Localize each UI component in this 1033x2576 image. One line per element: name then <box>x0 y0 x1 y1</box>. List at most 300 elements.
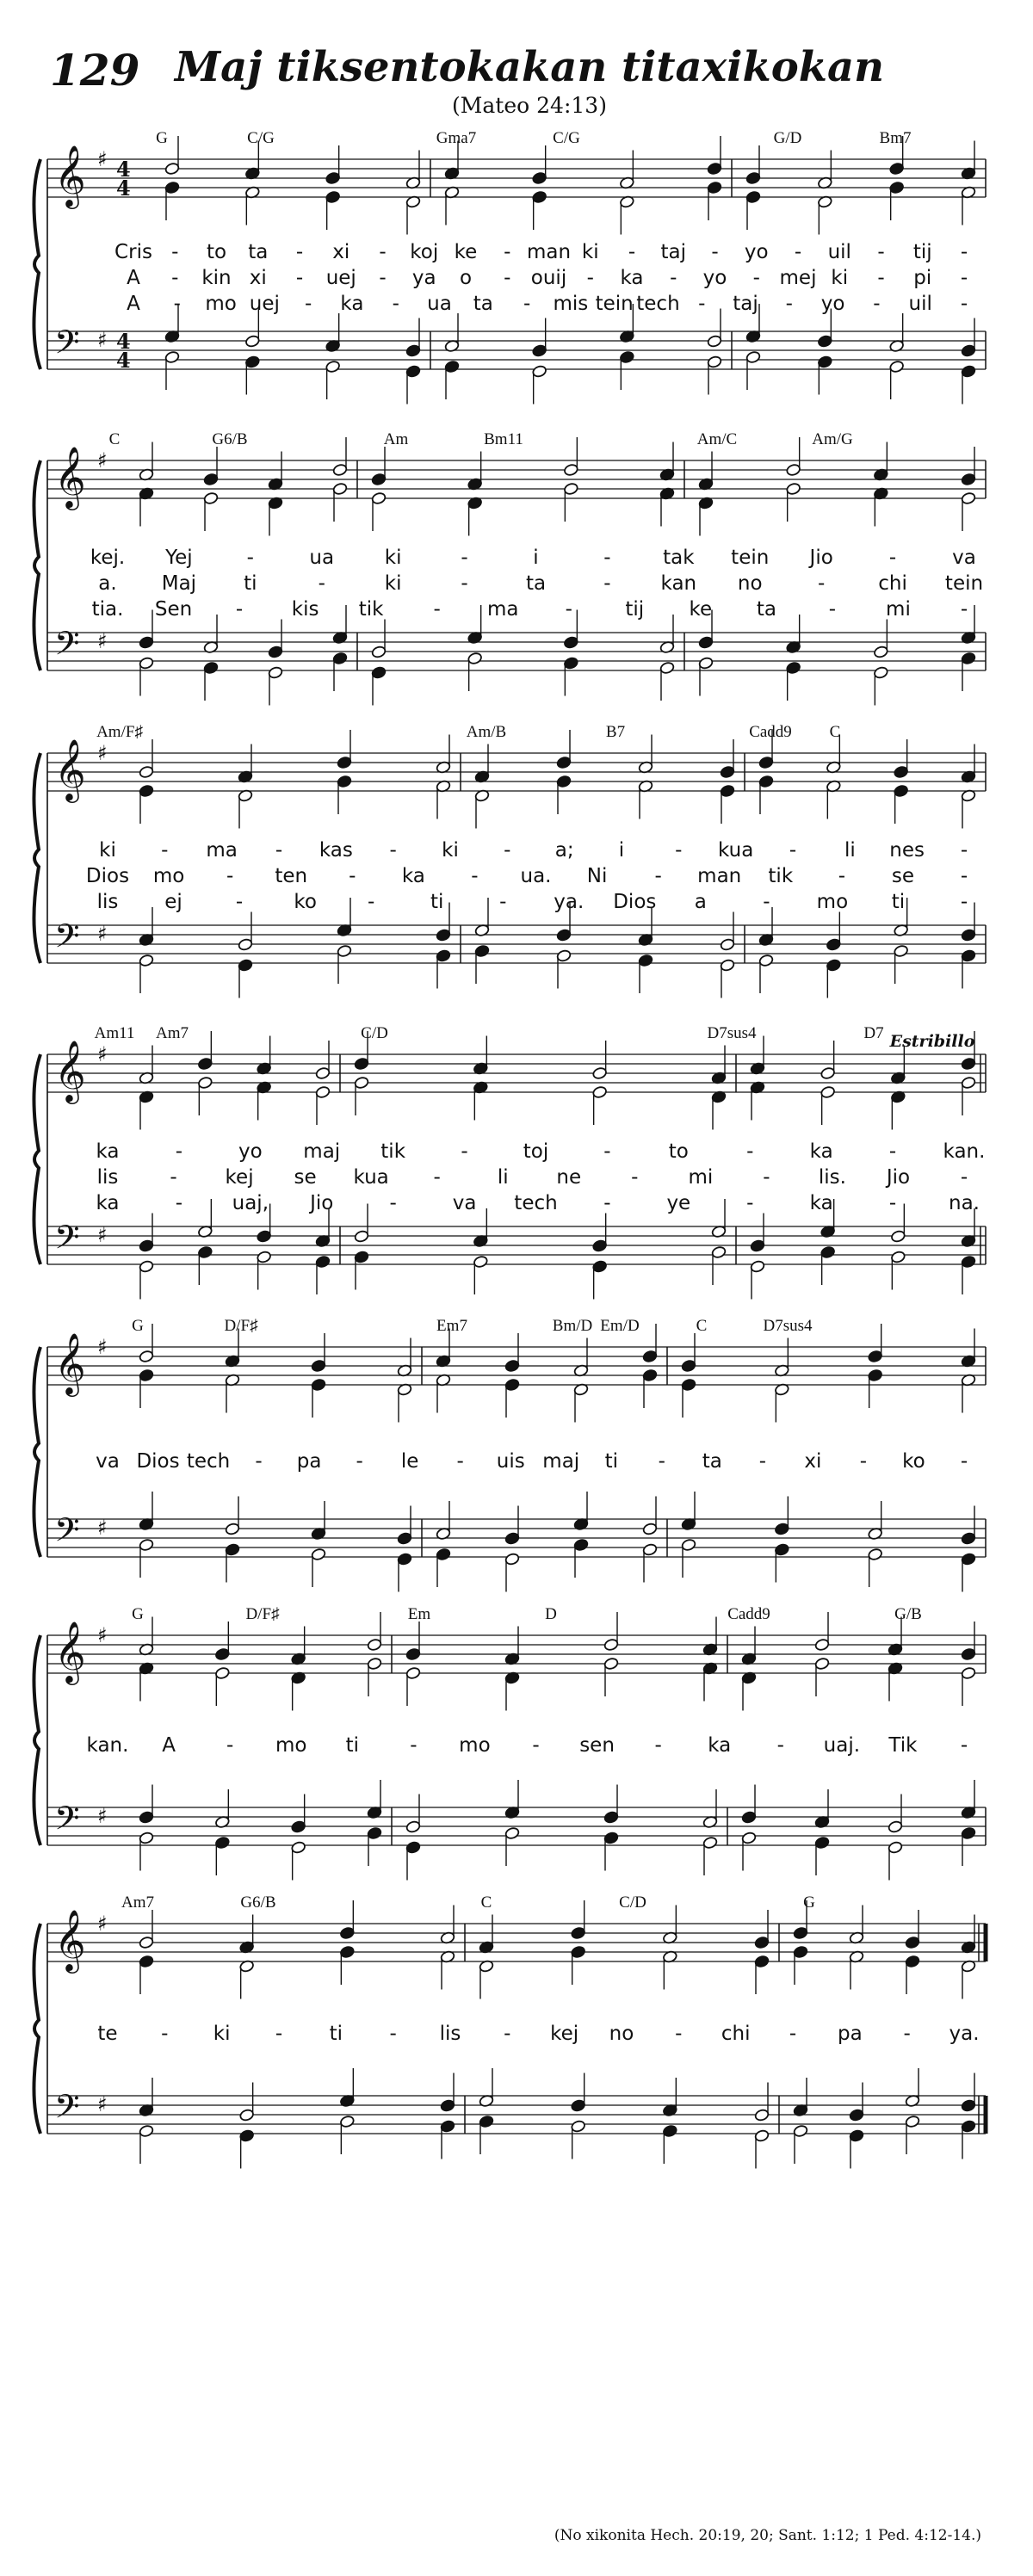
treble-clef: 𝄞 <box>54 738 86 800</box>
lyric-syllable: a. <box>98 572 117 595</box>
note-head <box>332 652 348 664</box>
lyric-hyphen: - <box>746 1140 754 1163</box>
lyric-hyphen: - <box>960 891 968 913</box>
note-head <box>702 1836 718 1849</box>
lyric-syllable: to <box>206 241 227 263</box>
lyric-syllable: ye <box>666 1192 691 1214</box>
note-head <box>961 1255 976 1268</box>
note-head <box>315 1066 331 1079</box>
lyric-syllable: ti <box>430 891 444 913</box>
lyric-hyphen: - <box>794 241 802 263</box>
lyric-syllable: Tik <box>888 1734 918 1757</box>
note-head <box>311 1378 326 1391</box>
note-head <box>214 1647 230 1660</box>
lyric-syllable: ka <box>620 267 644 289</box>
note-head <box>961 2120 976 2133</box>
lyric-hyphen: - <box>877 241 885 263</box>
key-signature-sharp: ♯ <box>97 741 108 765</box>
lyric-hyphen: - <box>295 267 304 289</box>
chord-symbol: Cadd9 <box>727 1605 770 1623</box>
note-head <box>367 1657 382 1670</box>
note-head <box>332 482 348 495</box>
note-head <box>467 652 483 664</box>
note-head <box>405 1666 421 1679</box>
lyric-line <box>47 547 994 572</box>
note-head <box>371 491 387 504</box>
lyric-hyphen: - <box>523 293 531 315</box>
lyric-syllable: kan <box>660 572 697 595</box>
chord-symbol: Am7 <box>121 1893 154 1912</box>
note-head <box>720 959 735 972</box>
lyric-syllable: li <box>844 839 856 862</box>
note-head <box>817 335 832 348</box>
key-signature-sharp: ♯ <box>97 629 108 653</box>
music-system <box>47 1893 994 2178</box>
treble-staff <box>47 1924 986 1961</box>
lyric-syllable: lis <box>439 2023 461 2045</box>
lyric-syllable: ko <box>294 891 317 913</box>
lyric-syllable: uej <box>249 293 280 315</box>
lyric-syllable: A <box>127 267 140 289</box>
note-head <box>820 1066 836 1079</box>
time-signature: 4 <box>116 157 131 182</box>
note-head <box>889 181 905 194</box>
note-head <box>814 1638 830 1651</box>
lyric-hyphen: - <box>532 1734 540 1757</box>
note-head <box>961 1553 976 1566</box>
note-head <box>868 1547 883 1560</box>
note-head <box>905 2115 920 2128</box>
lyric-syllable: Jio <box>809 547 833 569</box>
lyric-syllable: tein <box>944 572 984 595</box>
note-head <box>961 1826 976 1839</box>
key-signature-sharp: ♯ <box>97 922 108 946</box>
lyric-syllable: ya <box>411 267 436 289</box>
note-head <box>745 171 761 184</box>
note-head <box>849 2129 864 2142</box>
note-head <box>337 775 352 788</box>
lyric-line <box>47 891 994 917</box>
chord-symbol: Am/B <box>466 723 507 741</box>
note-head <box>720 765 735 778</box>
lyric-syllable: tak <box>663 547 695 569</box>
music-system <box>47 1024 994 1308</box>
lyric-syllable: tia. <box>91 598 124 621</box>
lyric-syllable: chi <box>878 572 907 595</box>
chord-symbol: C <box>480 1893 492 1912</box>
key-signature-sharp: ♯ <box>97 1516 108 1540</box>
lyric-syllable: tech <box>186 1450 231 1473</box>
lyric-syllable: Dios <box>136 1450 180 1473</box>
lyric-hyphen: - <box>171 267 179 289</box>
lyric-syllable: Dios <box>613 891 657 913</box>
note-head <box>961 365 976 378</box>
key-signature-sharp: ♯ <box>97 1335 108 1359</box>
lyric-syllable: le <box>400 1450 419 1473</box>
lyric-line <box>47 572 994 598</box>
lyric-hyphen: - <box>711 241 719 263</box>
lyric-syllable: tik <box>768 865 794 887</box>
lyric-syllable: yo <box>744 241 769 263</box>
note-head <box>332 463 348 476</box>
lyric-syllable: taj <box>733 293 758 315</box>
lyric-syllable: yo <box>702 267 727 289</box>
note-head <box>532 171 547 184</box>
note-head <box>556 949 572 962</box>
lyric-hyphen: - <box>235 891 244 913</box>
chord-symbol: D7 <box>863 1024 884 1042</box>
note-head <box>890 1230 906 1243</box>
note-head <box>354 1057 369 1070</box>
lyric-hyphen: - <box>675 839 683 862</box>
lyric-syllable: A <box>127 293 140 315</box>
note-head <box>139 1936 154 1949</box>
note-head <box>642 1368 658 1381</box>
chord-symbol: Em/D <box>600 1317 640 1335</box>
note-head <box>315 1085 331 1098</box>
key-signature-sharp: ♯ <box>97 328 108 352</box>
chord-symbol: C <box>829 723 841 741</box>
note-head <box>268 646 283 658</box>
lyric-hyphen: - <box>275 2023 283 2045</box>
note-head <box>436 1547 451 1560</box>
system-brace <box>34 753 40 963</box>
note-head <box>961 344 976 357</box>
lyric-hyphen: - <box>461 572 468 595</box>
note-head <box>397 1553 412 1566</box>
lyric-hyphen: - <box>828 598 837 621</box>
note-head <box>405 1820 421 1833</box>
note-head <box>961 1647 976 1660</box>
note-head <box>397 1532 412 1545</box>
note-head <box>436 929 451 942</box>
note-head <box>592 1066 608 1079</box>
lyric-syllable: o <box>459 267 473 289</box>
note-head <box>745 350 761 363</box>
chord-symbol: C/D <box>361 1024 388 1042</box>
lyric-hyphen: - <box>389 1192 397 1214</box>
note-head <box>197 1076 213 1089</box>
note-head <box>889 162 905 175</box>
lyric-hyphen: - <box>461 547 468 569</box>
note-head <box>532 190 547 203</box>
note-head <box>473 1255 488 1268</box>
lyric-syllable: kej. <box>90 547 126 569</box>
lyric-syllable: mis <box>553 293 589 315</box>
lyric-hyphen: - <box>565 598 572 621</box>
music-system <box>47 129 994 413</box>
note-head <box>707 355 722 368</box>
treble-clef: 𝄞 <box>54 1620 86 1683</box>
lyric-syllable: kas <box>319 839 353 862</box>
note-head <box>774 1543 789 1556</box>
lyric-hyphen: - <box>356 1450 363 1473</box>
note-head <box>325 360 341 373</box>
lyric-syllable: ej <box>164 891 182 913</box>
treble-staff <box>47 753 986 791</box>
lyric-hyphen: - <box>246 547 254 569</box>
lyric-syllable: ki <box>213 2023 231 2045</box>
note-head <box>745 190 761 203</box>
lyric-hyphen: - <box>255 1450 263 1473</box>
note-head <box>444 360 460 373</box>
note-head <box>239 2129 255 2142</box>
chord-symbol: C/G <box>553 129 580 147</box>
note-head <box>603 1811 619 1824</box>
lyric-syllable: ke <box>689 598 713 621</box>
note-head <box>868 1368 883 1381</box>
bass-clef: 𝄢 <box>54 2087 80 2134</box>
lyric-hyphen: - <box>175 1140 183 1163</box>
note-head <box>405 344 421 357</box>
treble-staff <box>47 1054 986 1092</box>
note-head <box>888 1841 903 1854</box>
lyric-hyphen: - <box>461 1140 468 1163</box>
note-head <box>339 1926 355 1939</box>
lyric-syllable: ouij <box>530 267 567 289</box>
lyric-syllable: i <box>533 547 539 569</box>
lyric-syllable: kan. <box>943 1140 986 1163</box>
chord-symbol: C/G <box>247 129 275 147</box>
lyric-syllable: man <box>697 865 742 887</box>
lyric-syllable: kin <box>201 267 232 289</box>
lyric-syllable: tij <box>625 598 645 621</box>
note-head <box>774 1523 789 1535</box>
chord-symbol: Am11 <box>94 1024 135 1042</box>
chord-symbol: B7 <box>605 723 626 741</box>
lyric-hyphen: - <box>888 1192 897 1214</box>
lyric-syllable: ka <box>96 1140 120 1163</box>
note-head <box>873 646 888 658</box>
note-head <box>890 1251 906 1263</box>
lyric-hyphen: - <box>960 241 968 263</box>
lyric-syllable: ki <box>99 839 116 862</box>
lyric-syllable: Sen <box>154 598 193 621</box>
lyric-hyphen: - <box>670 267 677 289</box>
treble-clef: 𝄞 <box>54 1331 86 1394</box>
lyric-syllable: tein <box>595 293 634 315</box>
lyric-syllable: i <box>618 839 625 862</box>
lyric-syllable: mo <box>205 293 237 315</box>
bass-staff <box>47 1226 986 1264</box>
key-signature-sharp: ♯ <box>97 1223 108 1247</box>
note-head <box>139 1832 154 1844</box>
note-head <box>681 1359 696 1372</box>
lyric-hyphen: - <box>379 241 387 263</box>
lyric-syllable: ki <box>384 572 402 595</box>
chord-symbol: Cadd9 <box>749 723 792 741</box>
bass-clef: 𝄢 <box>54 917 80 963</box>
treble-clef: 𝄞 <box>54 1039 86 1102</box>
lyric-hyphen: - <box>305 293 312 315</box>
note-head <box>659 661 675 674</box>
lyric-syllable: koj <box>410 241 439 263</box>
note-head <box>214 1666 230 1679</box>
note-head <box>961 1532 976 1545</box>
system-brace <box>34 1635 40 1845</box>
lyric-syllable: ua <box>427 293 452 315</box>
system-brace <box>34 1347 40 1557</box>
lyric-syllable: kan. <box>86 1734 129 1757</box>
lyric-syllable: ne <box>556 1166 582 1189</box>
chord-symbol: G/D <box>773 129 802 147</box>
note-head <box>894 765 909 778</box>
note-head <box>894 784 909 797</box>
note-head <box>603 1657 619 1670</box>
lyric-hyphen: - <box>960 1734 968 1757</box>
lyric-hyphen: - <box>763 891 770 913</box>
note-head <box>440 2120 455 2133</box>
note-head <box>257 1251 272 1263</box>
note-head <box>820 1085 836 1098</box>
lyric-syllable: nes <box>889 839 925 862</box>
lyric-hyphen: - <box>763 1166 770 1189</box>
lyric-syllable: uil <box>908 293 932 315</box>
note-head <box>754 2109 770 2122</box>
lyric-syllable: tech <box>514 1192 558 1214</box>
note-head <box>592 1260 608 1273</box>
lyric-syllable: ti <box>891 891 906 913</box>
chord-symbol: Gma7 <box>436 129 477 147</box>
note-head <box>504 1378 520 1391</box>
lyric-hyphen: - <box>789 2023 797 2045</box>
bass-staff <box>47 2096 986 2134</box>
note-head <box>405 1647 421 1660</box>
note-head <box>337 756 352 769</box>
lyric-hyphen: - <box>818 572 826 595</box>
note-head <box>244 335 260 348</box>
lyric-syllable: tein <box>731 547 770 569</box>
lyric-syllable: mo <box>152 865 185 887</box>
note-head <box>556 929 572 942</box>
lyric-hyphen: - <box>631 1166 639 1189</box>
lyric-hyphen: - <box>504 2023 511 2045</box>
note-head <box>371 473 387 485</box>
note-head <box>758 756 774 769</box>
note-head <box>532 365 547 378</box>
chord-symbol: Am <box>383 430 409 448</box>
lyric-syllable: ya. <box>949 2023 980 2045</box>
chord-symbol: Am/F♯ <box>96 723 143 741</box>
note-head <box>139 1538 154 1551</box>
lyric-hyphen: - <box>504 839 511 862</box>
lyric-syllable: man <box>526 241 572 263</box>
note-head <box>139 1368 154 1381</box>
lyric-hyphen: - <box>433 598 441 621</box>
lyric-syllable: lis. <box>818 1166 846 1189</box>
chord-symbol: Bm11 <box>484 430 523 448</box>
note-head <box>681 1538 696 1551</box>
chord-symbol: Bm/D <box>552 1317 593 1335</box>
lyric-line <box>47 267 994 293</box>
note-head <box>758 775 774 788</box>
note-head <box>571 2120 586 2133</box>
note-head <box>339 1945 355 1958</box>
lyric-syllable: Dios <box>85 865 130 887</box>
lyric-syllable: Jio <box>886 1166 911 1189</box>
note-head <box>139 657 154 670</box>
note-head <box>315 1255 331 1268</box>
note-head <box>758 954 774 967</box>
lyric-syllable: ten <box>275 865 308 887</box>
note-head <box>238 938 253 951</box>
hymn-number: 129 <box>50 45 140 96</box>
time-signature: 4 <box>116 329 131 354</box>
note-head <box>139 1955 154 1968</box>
note-head <box>504 1359 520 1372</box>
note-head <box>405 1841 421 1854</box>
note-head <box>786 661 801 674</box>
lyric-hyphen: - <box>433 1166 441 1189</box>
note-head <box>642 1523 658 1535</box>
key-signature-sharp: ♯ <box>97 448 108 473</box>
lyric-hyphen: - <box>758 1450 767 1473</box>
note-head <box>197 1245 213 1258</box>
note-head <box>754 1936 770 1949</box>
note-head <box>571 1945 586 1958</box>
note-head <box>139 1811 154 1824</box>
note-head <box>479 2115 494 2128</box>
note-head <box>961 1666 976 1679</box>
lyric-hyphen: - <box>171 241 179 263</box>
lyric-hyphen: - <box>603 572 611 595</box>
treble-staff <box>47 159 986 197</box>
note-head <box>961 1057 976 1070</box>
lyric-syllable: mo <box>275 1734 307 1757</box>
lyric-syllable: va <box>96 1450 120 1473</box>
lyric-syllable: ka <box>809 1140 833 1163</box>
lyric-syllable: kej <box>225 1166 254 1189</box>
note-head <box>720 938 735 951</box>
lyric-line <box>47 865 994 891</box>
note-head <box>826 938 841 951</box>
lyric-syllable: mo <box>459 1734 491 1757</box>
note-head <box>563 636 578 649</box>
lyric-hyphen: - <box>275 839 283 862</box>
lyric-syllable: uil <box>827 241 851 263</box>
lyric-line <box>47 598 994 624</box>
lyric-hyphen: - <box>235 598 244 621</box>
chord-symbol: Bm7 <box>879 129 912 147</box>
note-head <box>244 355 260 368</box>
treble-staff <box>47 460 986 498</box>
note-head <box>474 944 490 957</box>
note-head <box>814 1836 830 1849</box>
note-head <box>354 1230 369 1243</box>
hymn-title: Maj tiksentokakan titaxikokan <box>174 43 884 91</box>
lyric-syllable: kua <box>353 1166 389 1189</box>
note-head <box>961 2099 976 2112</box>
note-head <box>325 190 341 203</box>
lyric-syllable: li <box>497 1166 509 1189</box>
lyric-hyphen: - <box>504 241 511 263</box>
note-head <box>225 1523 240 1535</box>
note-head <box>905 1936 920 1949</box>
note-head <box>961 929 976 942</box>
lyric-syllable: uis <box>496 1450 525 1473</box>
note-head <box>711 1245 727 1258</box>
note-head <box>337 944 352 957</box>
chord-symbol: D7sus4 <box>763 1317 813 1335</box>
lyric-syllable: Jio <box>310 1192 334 1214</box>
lyric-syllable: mi <box>886 598 911 621</box>
lyric-hyphen: - <box>903 2023 911 2045</box>
note-head <box>371 666 387 679</box>
note-head <box>225 1543 240 1556</box>
chord-symbol: G6/B <box>212 430 248 448</box>
note-head <box>603 1638 619 1651</box>
note-head <box>786 463 801 476</box>
